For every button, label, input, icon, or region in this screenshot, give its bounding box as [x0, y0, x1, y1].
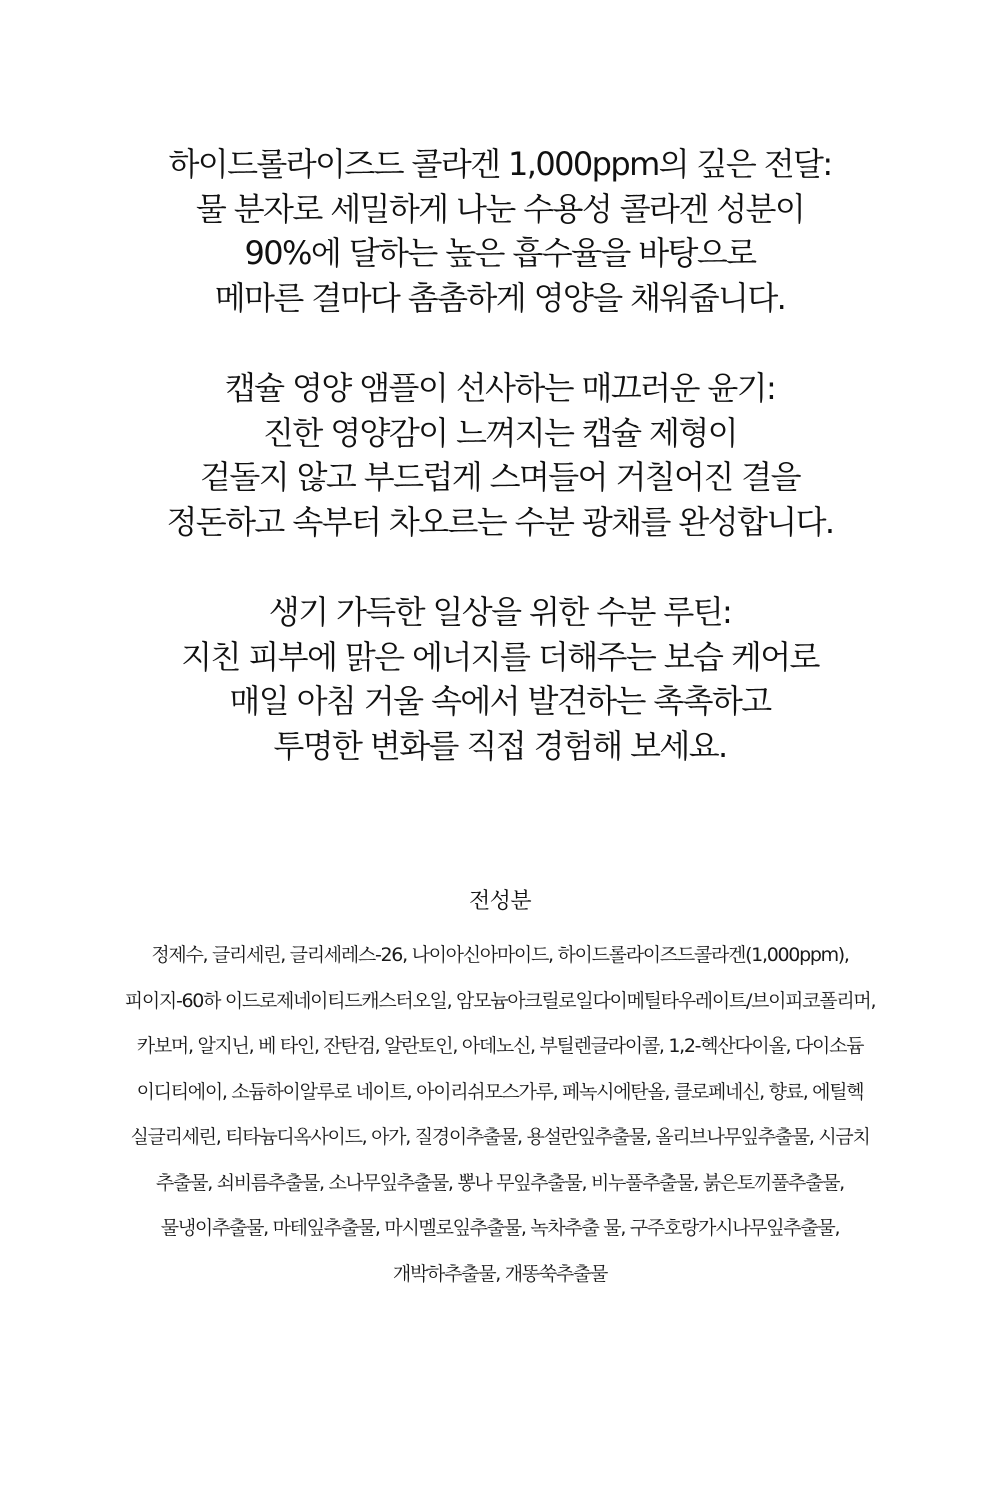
ingredients-line: 정제수, 글리세린, 글리세레스-26, 나이아신아마이드, 하이드롤라이즈드콜라겐(1,000ppm), — [151, 944, 849, 966]
description-line: 정돈하고 속부터 차오르는 수분 광채를 완성합니다. — [166, 502, 834, 541]
ingredients-list — [0, 933, 1000, 1297]
description-line: 겉돌지 않고 부드럽게 스며들어 거칠어진 결을 — [200, 458, 800, 496]
description-line: 90%에 달하는 높은 흡수율을 바탕으로 — [244, 234, 756, 272]
description-paragraph-collagen — [0, 142, 1000, 320]
description-line: 매일 아침 거울 속에서 발견하는 촉촉하고 — [229, 682, 771, 720]
ingredients-line: 개박하추출물, 개똥쑥추출물 — [392, 1262, 608, 1285]
ingredients-title: 전성분 — [469, 889, 531, 914]
product-description — [0, 142, 1000, 768]
description-paragraph-routine — [0, 590, 1000, 768]
ingredients-line: 피이지-60하 이드로제네이티드캐스터오일, 암모늄아크릴로일다이메틸타우레이트/브이피코폴리머, — [124, 989, 876, 1012]
ingredients-line: 실글리세린, 티타늄디옥사이드, 아가, 질경이추출물, 용설란잎추출물, 올리브나무잎추출물, 시금치 — [130, 1126, 870, 1148]
description-line: 진한 영양감이 느껴지는 캡슐 제형이 — [263, 413, 737, 452]
description-line: 지친 피부에 맑은 에너지를 더해주는 보습 케어로 — [181, 637, 819, 676]
description-paragraph-capsule — [0, 366, 1000, 544]
description-line: 하이드롤라이즈드 콜라겐 1,000ppm의 깊은 전달: — [168, 145, 832, 183]
description-line: 생기 가득한 일상을 위한 수분 루틴: — [268, 593, 732, 631]
description-line: 캡슐 영양 앰플이 선사하는 매끄러운 윤기: — [224, 369, 776, 407]
ingredients-line: 카보머, 알지닌, 베 타인, 잔탄검, 알란토인, 아데노신, 부틸렌글라이콜, 1,2-헥산다이올, 다이소듐 — [136, 1035, 864, 1057]
description-line: 투명한 변화를 직접 경험해 보세요. — [273, 726, 727, 765]
description-line: 물 분자로 세밀하게 나눈 수용성 콜라겐 성분이 — [195, 189, 805, 228]
ingredients-line: 물냉이추출물, 마테잎추출물, 마시멜로잎추출물, 녹차추출 물, 구주호랑가시나무잎추출물, — [160, 1217, 840, 1239]
description-line: 메마른 결마다 촘촘하게 영양을 채워줍니다. — [214, 278, 786, 317]
ingredients-line: 추출물, 쇠비름추출물, 소나무잎추출물, 뽕나 무잎추출물, 비누풀추출물, 붉은토끼풀추출물, — [156, 1171, 844, 1194]
ingredients-line: 이디티에이, 소듐하이알루로 네이트, 아이리쉬모스가루, 페녹시에탄올, 클로페네신, 향료, 에틸헥 — [136, 1080, 864, 1103]
